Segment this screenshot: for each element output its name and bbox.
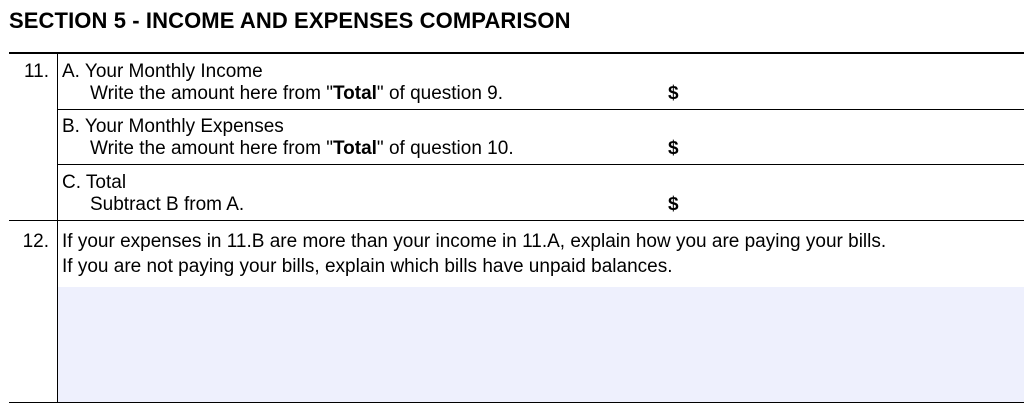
question-11a-instruction-post: " of question 9.: [376, 83, 504, 104]
question-11b-instruction-bold: Total: [332, 138, 377, 159]
row-divider-11-12: [9, 220, 1024, 221]
question-11-number: 11.: [23, 61, 49, 82]
question-12-number: 12.: [22, 231, 49, 252]
question-11a-instruction-pre: Write the amount here from ": [90, 83, 333, 104]
row-divider-11b-11c: [57, 164, 1024, 165]
question-11a-currency: $: [668, 83, 679, 104]
section-title: SECTION 5 - INCOME AND EXPENSES COMPARISON: [9, 8, 571, 33]
question-12-line-2: If you are not paying your bills, explain which bills have unpaid balances.: [62, 256, 673, 277]
question-11b-instruction-post: " of question 10.: [376, 138, 514, 159]
question-11c-title: C. Total: [62, 172, 127, 193]
question-11b-instruction-pre: Write the amount here from ": [90, 138, 333, 159]
question-11a-instruction: [90, 83, 503, 105]
question-11a-instruction-bold: Total: [332, 83, 377, 104]
question-12-answer-field[interactable]: [58, 287, 1024, 402]
question-11b-currency: $: [668, 138, 679, 159]
section-bottom-rule: [9, 402, 1024, 403]
question-11c-currency: $: [668, 194, 679, 215]
row-divider-11a-11b: [57, 109, 1024, 110]
question-11b-title: B. Your Monthly Expenses: [62, 116, 284, 137]
question-11a-title: A. Your Monthly Income: [62, 61, 263, 82]
question-11c-instruction: Subtract B from A.: [90, 194, 245, 215]
question-12-line-1: If your expenses in 11.B are more than your income in 11.A, explain how you are paying your bills.: [62, 231, 887, 252]
question-11b-instruction: [90, 138, 514, 160]
section-top-rule: [9, 52, 1024, 54]
